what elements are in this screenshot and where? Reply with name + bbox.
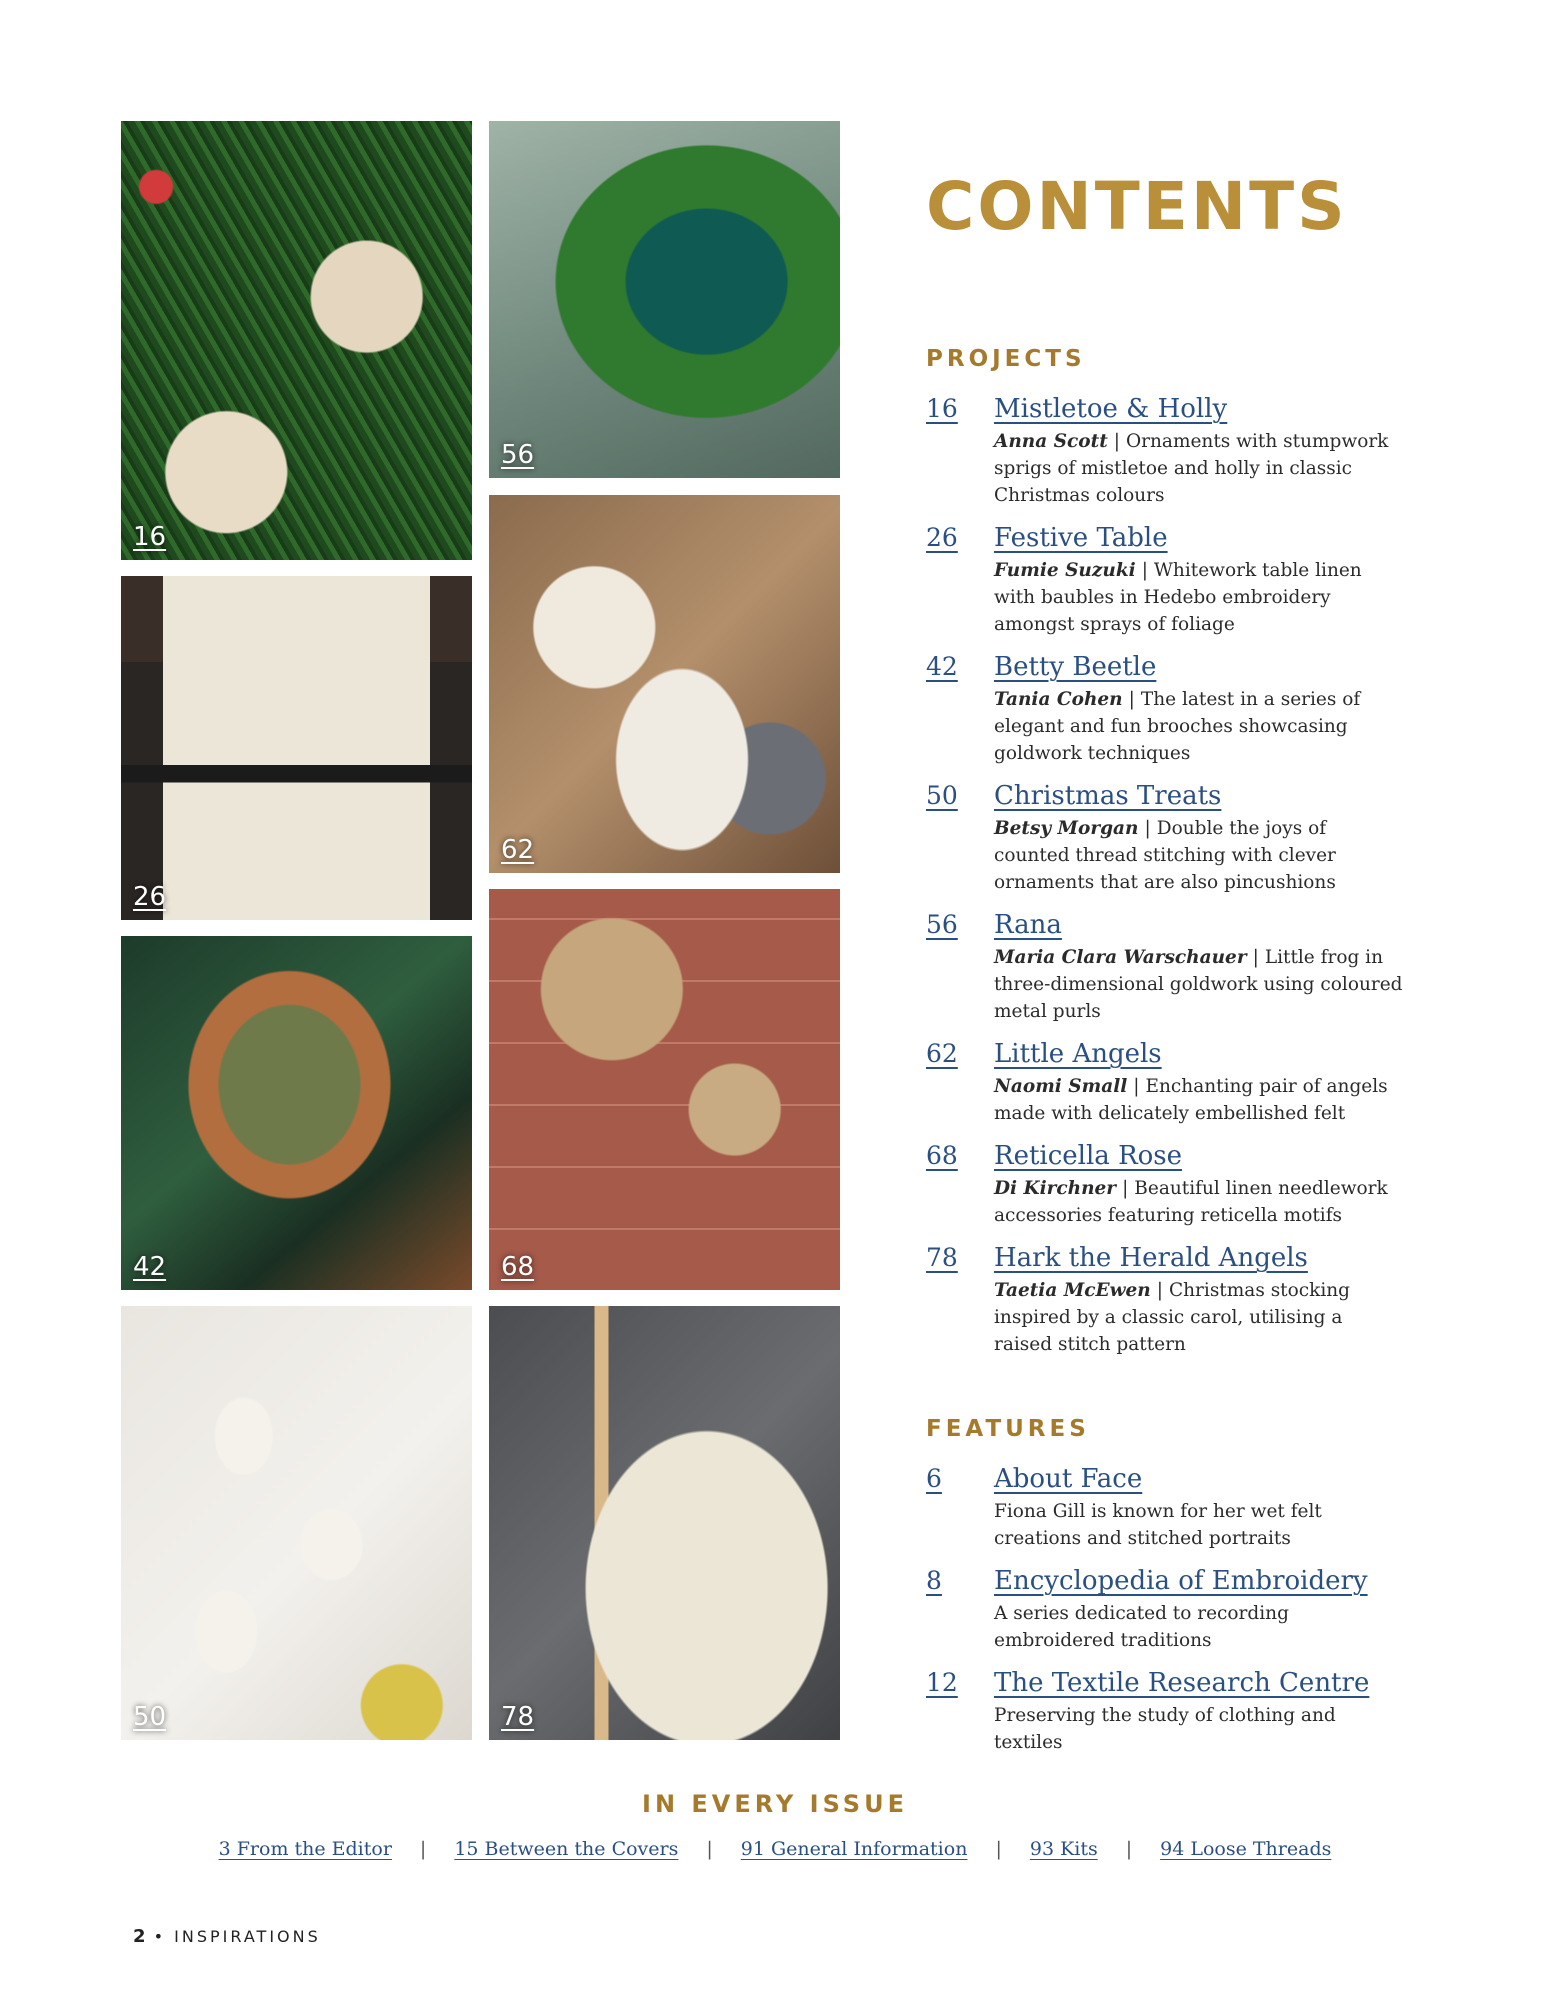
photo-page-number[interactable]: 26 (133, 882, 167, 912)
photo-page-number[interactable]: 16 (133, 522, 167, 552)
page-number[interactable]: 50 (926, 781, 958, 810)
project-title[interactable]: Hark the Herald Angels (994, 1243, 1308, 1273)
every-issue-link[interactable]: 15 Between the Covers (454, 1838, 679, 1860)
page-number[interactable]: 6 (926, 1464, 942, 1493)
project-description: Taetia McEwen | Christmas stocking inspired by a classic carol, utilising a raised stitch pattern (994, 1280, 1351, 1355)
page-number[interactable]: 16 (926, 394, 958, 423)
project-entry (926, 652, 1406, 767)
feature-entry (926, 1668, 1406, 1756)
footer-bullet: • (153, 1927, 167, 1946)
project-link[interactable] (926, 523, 1406, 553)
page-footer (133, 1926, 321, 1947)
feature-link[interactable] (926, 1566, 1406, 1596)
project-link[interactable] (926, 1141, 1406, 1171)
photo-mistletoe-holly[interactable] (121, 121, 472, 560)
project-link[interactable] (926, 394, 1406, 424)
project-title[interactable]: Little Angels (994, 1039, 1162, 1069)
footer-magazine-name: INSPIRATIONS (174, 1927, 321, 1946)
page-number[interactable]: 26 (926, 523, 958, 552)
project-entry (926, 781, 1406, 896)
description-text: Enchanting pair of angels made with delicately embellished felt (994, 1076, 1388, 1124)
photo-page-number[interactable]: 68 (501, 1252, 535, 1282)
feature-description: A series dedicated to recording embroidered traditions (994, 1603, 1289, 1651)
feature-title[interactable]: Encyclopedia of Embroidery (994, 1566, 1368, 1596)
link-separator: | (1125, 1838, 1133, 1860)
author-name: Di Kirchner (994, 1178, 1117, 1199)
project-link[interactable] (926, 1243, 1406, 1273)
project-link[interactable] (926, 781, 1406, 811)
every-issue-link[interactable]: 91 General Information (740, 1838, 968, 1860)
page-number[interactable]: 56 (926, 910, 958, 939)
feature-entry (926, 1464, 1406, 1552)
link-separator: | (419, 1838, 427, 1860)
project-title[interactable]: Betty Beetle (994, 652, 1157, 682)
project-title[interactable]: Festive Table (994, 523, 1168, 553)
project-entry (926, 910, 1406, 1025)
page-number[interactable]: 68 (926, 1141, 958, 1170)
project-description: Betsy Morgan | Double the joys of counted thread stitching with clever ornaments that are also pincushions (994, 818, 1336, 893)
author-name: Naomi Small (994, 1076, 1128, 1097)
project-link[interactable] (926, 910, 1406, 940)
feature-entry (926, 1566, 1406, 1654)
feature-title[interactable]: About Face (994, 1464, 1143, 1494)
author-name: Fumie Suzuki (994, 560, 1136, 581)
project-title[interactable]: Rana (994, 910, 1062, 940)
author-name: Taetia McEwen (994, 1280, 1151, 1301)
every-issue-heading: IN EVERY ISSUE (642, 1790, 908, 1818)
project-entry (926, 1243, 1406, 1358)
photo-page-number[interactable]: 56 (501, 440, 535, 470)
projects-list (926, 394, 1406, 1372)
author-name: Anna Scott (994, 431, 1108, 452)
project-title[interactable]: Mistletoe & Holly (994, 394, 1228, 424)
photo-reticella-rose[interactable] (489, 889, 840, 1290)
photo-rana[interactable] (489, 121, 840, 478)
every-issue-links (0, 1838, 1550, 1860)
description-text: Beautiful linen needlework accessories featuring reticella motifs (994, 1178, 1388, 1226)
page-title: CONTENTS (926, 168, 1348, 245)
link-separator: | (995, 1838, 1002, 1860)
page-number[interactable]: 78 (926, 1243, 958, 1272)
project-description: Tania Cohen | The latest in a series of elegant and fun brooches showcasing goldwork techniques (994, 689, 1361, 764)
features-heading: FEATURES (926, 1416, 1090, 1442)
project-link[interactable] (926, 652, 1406, 682)
project-link[interactable] (926, 1039, 1406, 1069)
feature-link[interactable] (926, 1668, 1406, 1698)
project-entry (926, 523, 1406, 638)
project-description: Maria Clara Warschauer | Little frog in three-dimensional goldwork using coloured metal purls (994, 947, 1403, 1022)
description-text: Christmas stocking inspired by a classic carol, utilising a raised stitch pattern (994, 1280, 1351, 1355)
page-number[interactable]: 12 (926, 1668, 958, 1697)
project-title[interactable]: Christmas Treats (994, 781, 1222, 811)
author-name: Betsy Morgan (994, 818, 1139, 839)
photo-festive-table[interactable] (121, 576, 472, 920)
link-separator: | (706, 1838, 713, 1860)
features-list (926, 1464, 1406, 1770)
project-entry (926, 1141, 1406, 1229)
description-text: Whitework table linen with baubles in Hedebo embroidery amongst sprays of foliage (994, 560, 1362, 635)
project-description: Naomi Small | Enchanting pair of angels made with delicately embellished felt (994, 1076, 1388, 1124)
page-number[interactable]: 8 (926, 1566, 942, 1595)
project-description: Anna Scott | Ornaments with stumpwork sprigs of mistletoe and holly in classic Christmas colours (994, 431, 1389, 506)
page-number[interactable]: 62 (926, 1039, 958, 1068)
footer-page-number: 2 (133, 1926, 146, 1947)
photo-hark-herald-angels[interactable] (489, 1306, 840, 1740)
photo-page-number[interactable]: 78 (501, 1702, 535, 1732)
project-entry (926, 394, 1406, 509)
feature-title[interactable]: The Textile Research Centre (994, 1668, 1370, 1698)
every-issue-link[interactable]: 94 Loose Threads (1160, 1838, 1332, 1860)
author-name: Tania Cohen (994, 689, 1123, 710)
feature-description: Preserving the study of clothing and textiles (994, 1705, 1336, 1753)
description-text: Double the joys of counted thread stitching with clever ornaments that are also pincushions (994, 818, 1336, 893)
project-entry (926, 1039, 1406, 1127)
photo-page-number[interactable]: 50 (133, 1702, 167, 1732)
author-name: Maria Clara Warschauer (994, 947, 1247, 968)
photo-little-angels[interactable] (489, 495, 840, 873)
every-issue-link[interactable]: 3 From the Editor (218, 1838, 392, 1860)
page-number[interactable]: 42 (926, 652, 958, 681)
photo-betty-beetle[interactable] (121, 936, 472, 1290)
project-title[interactable]: Reticella Rose (994, 1141, 1183, 1171)
project-description: Di Kirchner | Beautiful linen needlework accessories featuring reticella motifs (994, 1178, 1388, 1226)
projects-heading: PROJECTS (926, 346, 1086, 372)
description-text: The latest in a series of elegant and fun brooches showcasing goldwork techniques (994, 689, 1361, 764)
photo-page-number[interactable]: 62 (501, 835, 535, 865)
description-text: Ornaments with stumpwork sprigs of mistletoe and holly in classic Christmas colours (994, 431, 1389, 506)
photo-page-number[interactable]: 42 (133, 1252, 167, 1282)
feature-link[interactable] (926, 1464, 1406, 1494)
description-text: Little frog in three-dimensional goldwork using coloured metal purls (994, 947, 1403, 1022)
feature-description: Fiona Gill is known for her wet felt creations and stitched portraits (994, 1501, 1322, 1549)
photo-christmas-treats[interactable] (121, 1306, 472, 1740)
every-issue-link[interactable]: 93 Kits (1029, 1838, 1098, 1860)
project-description: Fumie Suzuki | Whitework table linen with baubles in Hedebo embroidery amongst sprays of foliage (994, 560, 1362, 635)
